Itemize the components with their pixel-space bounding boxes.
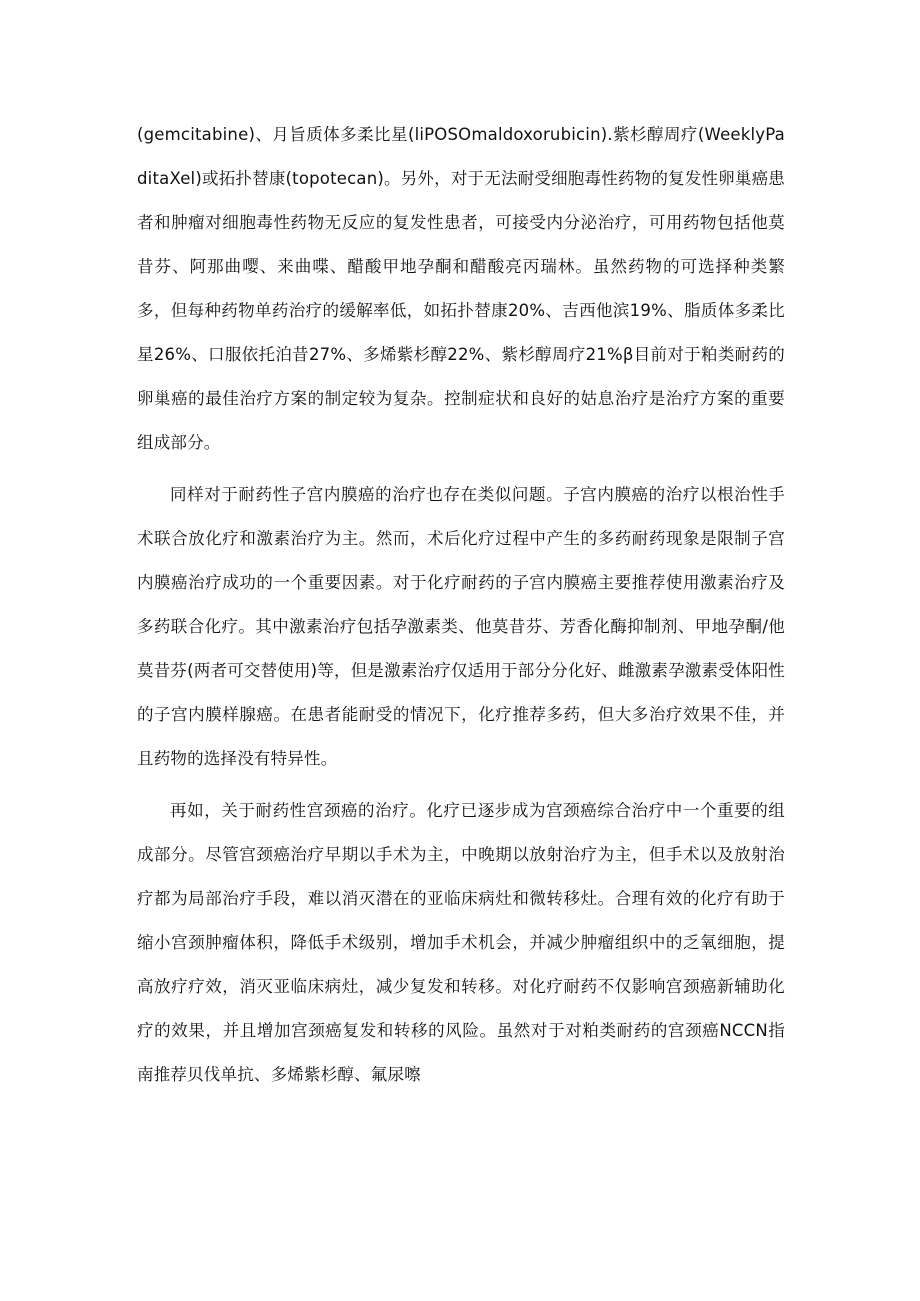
document-body: [137, 113, 785, 1097]
paragraph-ovarian-cancer-treatment: (gemcitabine)、月旨质体多柔比星(liPOSOmaldoxorubicin).紫杉醇周疗(WeeklyPaditaXel)或拓扑替康(topotecan)。另外，对于无法耐受细胞毒性药物的复发性卵巢癌患者和肿瘤对细胞毒性药物无反应的复发性患者，可接受内分泌治疗，可用药物包括他莫昔芬、阿那曲嘤、来曲喋、醋酸甲地孕酮和醋酸亮丙瑞林。虽然药物的可选择种类繁多，但每种药物单药治疗的缓解率低，如拓扑替康20%、吉西他滨19%、脂质体多柔比星26%、口服依托泊昔27%、多烯紫杉醇22%、紫杉醇周疗21%β目前对于粕类耐药的卵巢癌的最佳治疗方案的制定较为复杂。控制症状和良好的姑息治疗是治疗方案的重要组成部分。: [137, 125, 785, 452]
paragraph-cervical-cancer-treatment: 再如，关于耐药性宫颈癌的治疗。化疗已逐步成为宫颈癌综合治疗中一个重要的组成部分。尽管宫颈癌治疗早期以手术为主，中晚期以放射治疗为主，但手术以及放射治疗都为局部治疗手段，难以消灭潜在的亚临床病灶和微转移灶。合理有效的化疗有助于缩小宫颈肿瘤体积，降低手术级别，增加手术机会，并减少肿瘤组织中的乏氧细胞，提高放疗疗效，消灭亚临床病灶，减少复发和转移。对化疗耐药不仅影响宫颈癌新辅助化疗的效果，并且增加宫颈癌复发和转移的风险。虽然对于对粕类耐药的宫颈癌NCCN指南推荐贝伐单抗、多烯紫杉醇、氟尿嚓: [137, 801, 785, 1084]
paragraph-endometrial-cancer-treatment: 同样对于耐药性子宫内膜癌的治疗也存在类似问题。子宫内膜癌的治疗以根治性手术联合放化疗和激素治疗为主。然而，术后化疗过程中产生的多药耐药现象是限制子宫内膜癌治疗成功的一个重要因素。对于化疗耐药的子宫内膜癌主要推荐使用激素治疗及多药联合化疗。其中激素治疗包括孕激素类、他莫昔芬、芳香化酶抑制剂、甲地孕酮/他莫昔芬(两者可交替使用)等，但是激素治疗仅适用于部分分化好、雌激素孕激素受体阳性的子宫内膜样腺癌。在患者能耐受的情况下，化疗推荐多药，但大多治疗效果不佳，并且药物的选择没有特异性。: [137, 485, 785, 768]
